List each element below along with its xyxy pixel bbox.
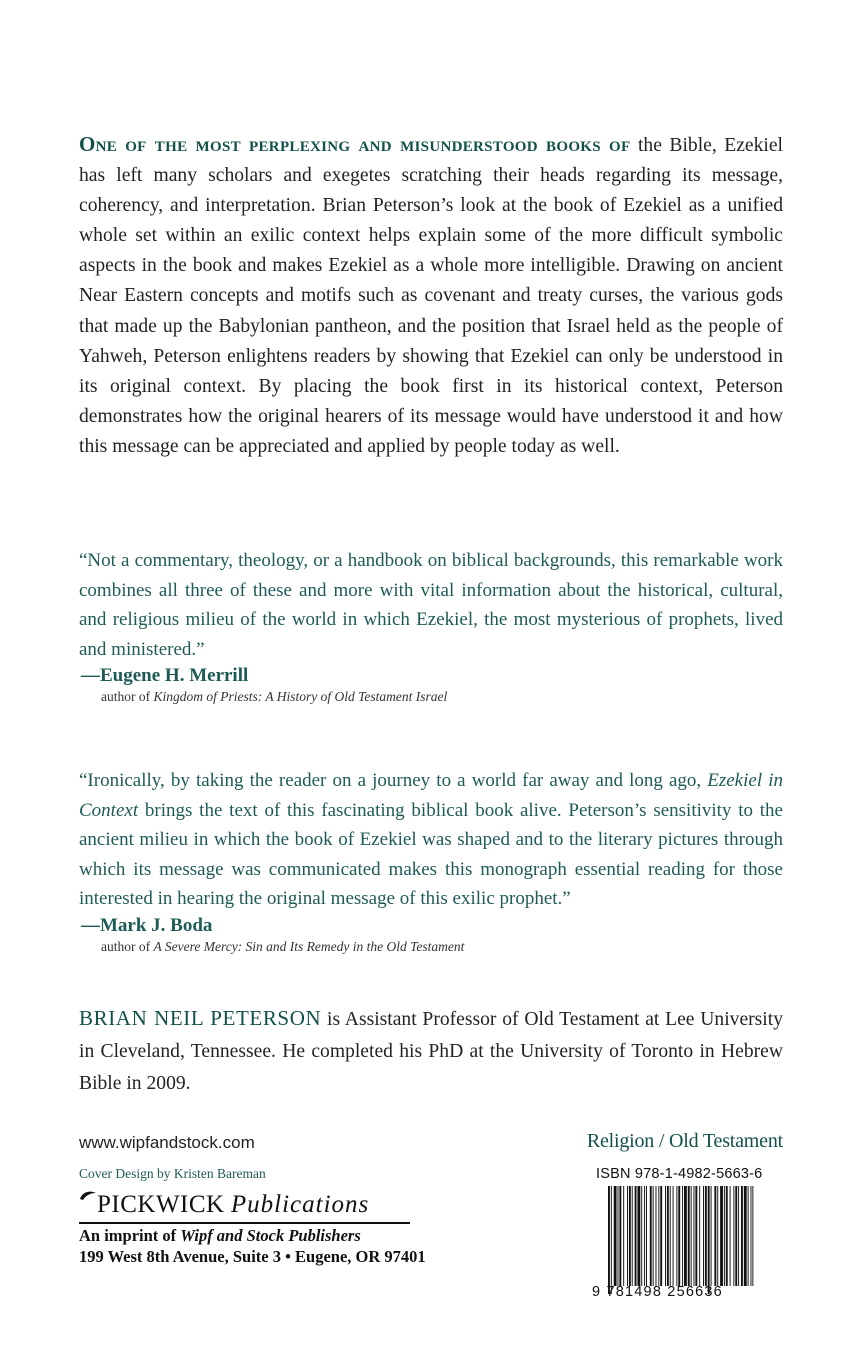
endorsement-boda	[79, 766, 783, 956]
barcode-bar	[688, 1186, 690, 1286]
publisher-imprint	[79, 1225, 426, 1267]
barcode-bar	[658, 1186, 659, 1286]
endorsement-book-title: Kingdom of Priests: A History of Old Testament Israel	[153, 689, 448, 704]
barcode-digits: 9 781498 256636	[592, 1284, 723, 1300]
barcode-bar	[676, 1186, 677, 1286]
quote-book-title: Ezekiel in Context	[79, 770, 783, 821]
barcode-bar	[614, 1186, 617, 1286]
author-bio	[79, 1002, 783, 1100]
barcode-bar	[682, 1186, 683, 1286]
barcode-bar	[752, 1186, 753, 1286]
publisher-address: 199 West 8th Avenue, Suite 3 • Eugene, OR 97401	[79, 1247, 426, 1266]
barcode-bar	[733, 1186, 734, 1286]
barcode-bar	[744, 1186, 747, 1286]
barcode-bar	[748, 1186, 749, 1286]
description-lead: One of the most perplexing and misunderstood books of	[79, 132, 631, 156]
barcode-bar	[691, 1186, 692, 1286]
barcode-bar	[627, 1186, 628, 1286]
barcode-bar	[738, 1186, 739, 1286]
barcode-bar	[724, 1186, 725, 1286]
endorsement-name: —Eugene H. Merrill	[81, 665, 249, 686]
barcode-bar	[726, 1186, 728, 1286]
barcode-bar	[653, 1186, 654, 1286]
imprint-prefix: An imprint of	[79, 1226, 181, 1245]
barcode-bar	[618, 1186, 619, 1286]
barcode-bar	[644, 1186, 645, 1286]
barcode-bar	[695, 1186, 697, 1286]
imprint-line	[79, 1225, 426, 1246]
barcode-bar	[632, 1186, 633, 1286]
barcode-bar	[741, 1186, 743, 1286]
barcode-bar	[611, 1186, 612, 1294]
endorsement-book-title: A Severe Mercy: Sin and Its Remedy in the Old Testament	[153, 938, 465, 954]
barcode-bar	[619, 1186, 621, 1286]
endorsement-credit	[101, 938, 783, 956]
barcode-bar	[641, 1186, 642, 1286]
author-bio-text: is Assistant Professor of Old Testament at Lee University in Cleveland, Tennessee. He completed his PhD at the University of Toronto in Hebrew Bible in 2009.	[79, 1009, 783, 1094]
publisher-logo	[79, 1190, 410, 1224]
imprint-name: Wipf and Stock Publishers	[180, 1226, 361, 1245]
endorsement-credit	[101, 688, 783, 706]
endorsement-quote: “Not a commentary, theology, or a handbook on biblical backgrounds, this remarkable work combines all three of these and more with vital information about the historical, cultural, and religious milieu of the world in which Ezekiel, the most mysterious of prophets, lived and ministered.”	[79, 550, 783, 660]
barcode-bar	[708, 1186, 710, 1294]
barcode-bar	[646, 1186, 647, 1286]
barcode-bar	[635, 1186, 637, 1286]
quote-part-2: brings the text of this fascinating biblical book alive. Peterson’s sensitivity to the ancient milieu in which the book of Ezekiel was shaped and to the literary pictures through which its message was communicated makes this monograph essential reading for those interested in hearing the original message of this exilic prophet.”	[79, 799, 783, 909]
isbn-label: ISBN 978-1-4982-5663-6	[596, 1166, 763, 1182]
barcode-bar	[660, 1186, 662, 1286]
barcode-icon	[608, 1186, 754, 1294]
barcode-bar	[730, 1186, 731, 1286]
publisher-logo-italic: Publications	[230, 1191, 370, 1218]
barcode-bar	[665, 1186, 666, 1286]
barcode-bar	[670, 1186, 671, 1286]
endorsement-credit-prefix: author of	[101, 689, 154, 704]
barcode-bar	[650, 1186, 652, 1286]
barcode-bar	[623, 1186, 624, 1286]
barcode-bar	[608, 1186, 610, 1294]
barcode-bar	[656, 1186, 657, 1286]
endorsement-merrill	[79, 546, 783, 706]
barcode-bar	[751, 1186, 752, 1286]
barcode-bar	[720, 1186, 723, 1286]
quote-part-1: “Ironically, by taking the reader on a journey to a world far away and long ago,	[79, 770, 708, 791]
cover-design-credit: Cover Design by Kristen Bareman	[79, 1166, 266, 1181]
barcode-bar	[637, 1186, 640, 1286]
barcode-bar	[629, 1186, 631, 1286]
barcode-bar	[678, 1186, 680, 1286]
pickwick-leaf-icon	[79, 1190, 97, 1202]
book-category: Religion / Old Testament	[586, 1130, 783, 1152]
barcode-bar	[703, 1186, 704, 1286]
barcode-bar	[699, 1186, 700, 1286]
publisher-website: www.wipfandstock.com	[79, 1133, 255, 1152]
endorsement-credit-prefix: author of	[101, 938, 154, 954]
barcode-bar	[717, 1186, 718, 1286]
barcode-bar	[714, 1186, 716, 1286]
barcode-bar	[711, 1186, 712, 1286]
description-body: the Bible, Ezekiel has left many scholars and exegetes scratching their heads regarding its message, coherency, and interpretation. Brian Peterson’s look at the book of Ezekiel as a unified whole set within an exilic context helps explain some of the more difficult symbolic aspects in the book and makes Ezekiel as a whole more intelligible. Drawing on ancient Near Eastern concepts and motifs such as covenant and treaty curses, the various gods that made up the Babylonian pantheon, and the position that Israel held as the people of Yahweh, Peterson enlightens readers by showing that Ezekiel can only be understood in its original context. By placing the book first in its historical context, Peterson demonstrates how the original hearers of its message would have understood it and how this message can be appreciated and applied by people today as well.	[79, 135, 784, 457]
barcode-bar	[735, 1186, 737, 1286]
book-description	[79, 129, 783, 462]
publisher-logo-caps: PICKWICK	[97, 1191, 225, 1218]
author-name: BRIAN NEIL PETERSON	[79, 1006, 322, 1030]
barcode-bar	[667, 1186, 669, 1286]
barcode-bar	[673, 1186, 674, 1286]
barcode-bar	[684, 1186, 687, 1286]
endorsement-name: —Mark J. Boda	[81, 914, 213, 936]
barcode-bar	[705, 1186, 707, 1286]
endorsement-quote	[79, 766, 783, 914]
barcode-bar	[694, 1186, 695, 1286]
